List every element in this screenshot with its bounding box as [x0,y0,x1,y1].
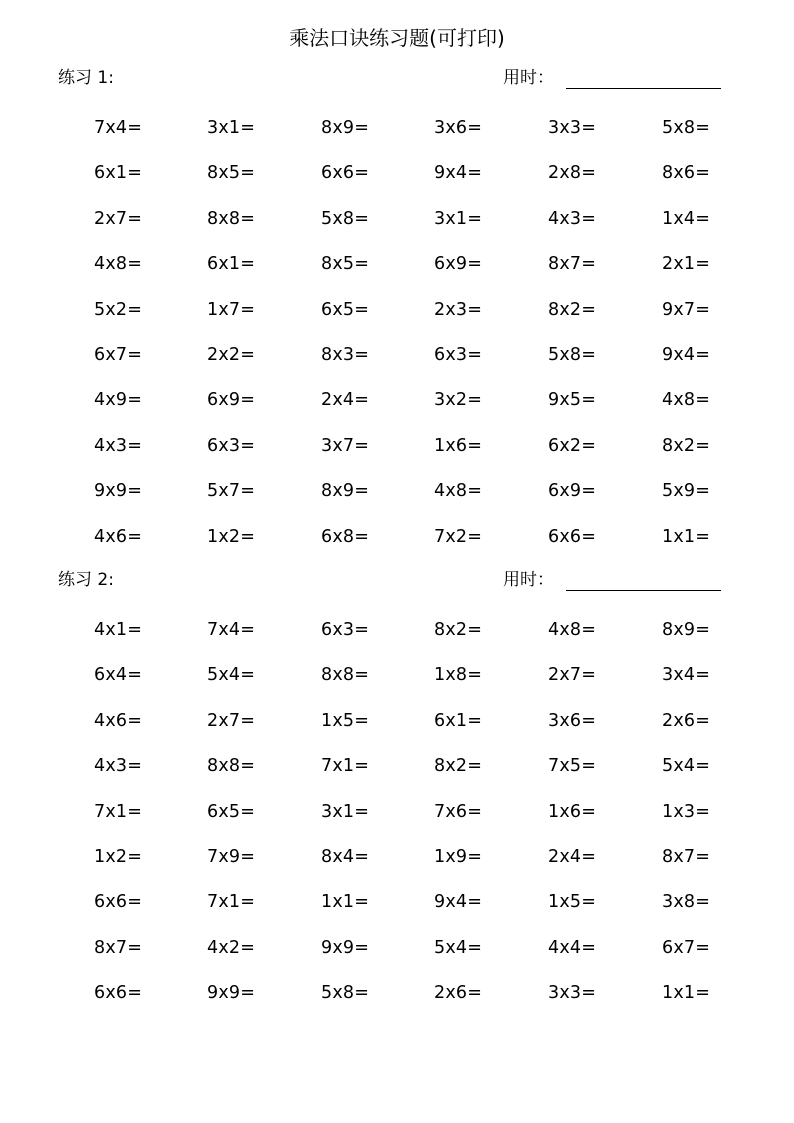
problem: 7x1= [94,801,143,822]
time-label: 用时： [503,68,554,88]
problem-row [0,479,794,524]
problem-row [0,298,794,343]
problem: 2x6= [434,983,483,1004]
problem: 9x9= [94,481,143,502]
problem: 6x3= [434,344,483,365]
problem: 8x2= [434,620,483,640]
problem: 1x2= [207,526,256,547]
problem: 1x2= [94,846,143,867]
problem: 5x8= [548,344,597,365]
problem: 8x4= [321,846,370,867]
problem: 1x8= [434,665,483,686]
problem: 1x5= [321,710,370,731]
problem-row [0,434,794,479]
problem: 4x1= [94,620,143,640]
problem: 9x4= [434,163,483,184]
problem: 6x7= [94,344,143,365]
problem: 2x4= [548,846,597,867]
problem-row [0,618,794,663]
problem-grid [0,618,794,1027]
problem: 6x8= [321,526,370,547]
problem: 3x1= [434,208,483,229]
problem: 4x8= [662,390,711,411]
problem-row [0,343,794,388]
problem: 2x8= [548,163,597,184]
problem-row [0,161,794,206]
problem: 8x8= [207,208,256,229]
problem: 8x9= [321,118,370,138]
problem: 8x5= [321,254,370,275]
problem: 6x4= [94,665,143,686]
problem: 4x8= [548,620,597,640]
problem-grid [0,116,794,570]
problem-row [0,890,794,935]
problem: 4x6= [94,710,143,731]
problem: 5x2= [94,299,143,320]
problem: 6x3= [207,435,256,456]
problem: 2x4= [321,390,370,411]
problem-row [0,525,794,570]
problem: 6x6= [94,983,143,1004]
problem: 1x9= [434,846,483,867]
time-label: 用时： [503,570,554,590]
problem: 9x5= [548,390,597,411]
practice-section-1 [0,66,794,570]
problem: 8x5= [207,163,256,184]
problem: 5x9= [662,481,711,502]
problem: 8x7= [662,846,711,867]
problem: 7x5= [548,756,597,777]
problem: 4x9= [94,390,143,411]
problem: 1x1= [321,892,370,913]
problem-row [0,207,794,252]
problem: 2x3= [434,299,483,320]
problem: 7x2= [434,526,483,547]
problem: 4x4= [548,937,597,958]
time-answer-line [566,88,721,89]
problem: 8x2= [434,756,483,777]
problem: 6x1= [207,254,256,275]
practice-section-2 [0,568,794,1027]
problem: 7x1= [207,892,256,913]
problem: 5x4= [662,756,711,777]
problem: 8x8= [207,756,256,777]
problem: 6x2= [548,435,597,456]
problem: 3x3= [548,983,597,1004]
problem: 1x3= [662,801,711,822]
problem: 4x2= [207,937,256,958]
problem: 1x5= [548,892,597,913]
time-answer-line [566,590,721,591]
problem: 5x7= [207,481,256,502]
problem-row [0,754,794,799]
problem-row [0,388,794,433]
problem-row [0,981,794,1026]
problem: 6x7= [662,937,711,958]
problem: 3x8= [662,892,711,913]
problem: 4x8= [94,254,143,275]
problem-row [0,936,794,981]
problem: 6x6= [321,163,370,184]
problem: 6x3= [321,620,370,640]
problem: 4x3= [94,756,143,777]
problem: 8x7= [548,254,597,275]
problem: 2x6= [662,710,711,731]
problem-row [0,116,794,161]
problem-row [0,663,794,708]
problem: 2x7= [207,710,256,731]
problem: 2x2= [207,344,256,365]
problem: 6x6= [548,526,597,547]
problem: 2x1= [662,254,711,275]
problem: 3x1= [321,801,370,822]
problem: 3x2= [434,390,483,411]
problem: 4x6= [94,526,143,547]
problem: 9x4= [434,892,483,913]
problem: 1x1= [662,983,711,1004]
problem: 3x3= [548,118,597,138]
problem: 8x3= [321,344,370,365]
problem: 6x9= [207,390,256,411]
section-label: 练习 1: [58,68,114,88]
problem: 6x1= [94,163,143,184]
problem: 5x8= [662,118,711,138]
problem: 7x4= [207,620,256,640]
problem: 1x7= [207,299,256,320]
problem: 5x8= [321,983,370,1004]
problem-row [0,252,794,297]
problem: 3x4= [662,665,711,686]
problem: 9x9= [321,937,370,958]
problem: 9x4= [662,344,711,365]
problem: 5x4= [434,937,483,958]
page-title: 乘法口诀练习题(可打印) [289,26,505,50]
section-header [0,568,794,596]
problem: 6x5= [321,299,370,320]
problem: 3x6= [434,118,483,138]
problem: 9x9= [207,983,256,1004]
problem: 6x1= [434,710,483,731]
problem: 6x6= [94,892,143,913]
problem: 8x2= [548,299,597,320]
problem: 8x2= [662,435,711,456]
problem: 1x4= [662,208,711,229]
problem: 4x3= [548,208,597,229]
problem: 7x9= [207,846,256,867]
problem: 2x7= [94,208,143,229]
problem-row [0,845,794,890]
problem: 7x4= [94,118,143,138]
problem: 8x9= [662,620,711,640]
problem-row [0,800,794,845]
problem-row [0,709,794,754]
problem: 1x1= [662,526,711,547]
problem: 2x7= [548,665,597,686]
problem: 1x6= [434,435,483,456]
problem: 3x1= [207,118,256,138]
problem: 8x8= [321,665,370,686]
problem: 5x4= [207,665,256,686]
section-label: 练习 2: [58,570,114,590]
problem: 6x9= [434,254,483,275]
problem: 8x9= [321,481,370,502]
problem: 1x6= [548,801,597,822]
problem: 9x7= [662,299,711,320]
problem: 7x1= [321,756,370,777]
problem: 7x6= [434,801,483,822]
problem: 6x5= [207,801,256,822]
problem: 3x7= [321,435,370,456]
problem: 4x8= [434,481,483,502]
problem: 8x7= [94,937,143,958]
problem: 4x3= [94,435,143,456]
problem: 5x8= [321,208,370,229]
section-header [0,66,794,94]
problem: 8x6= [662,163,711,184]
problem: 3x6= [548,710,597,731]
problem: 6x9= [548,481,597,502]
